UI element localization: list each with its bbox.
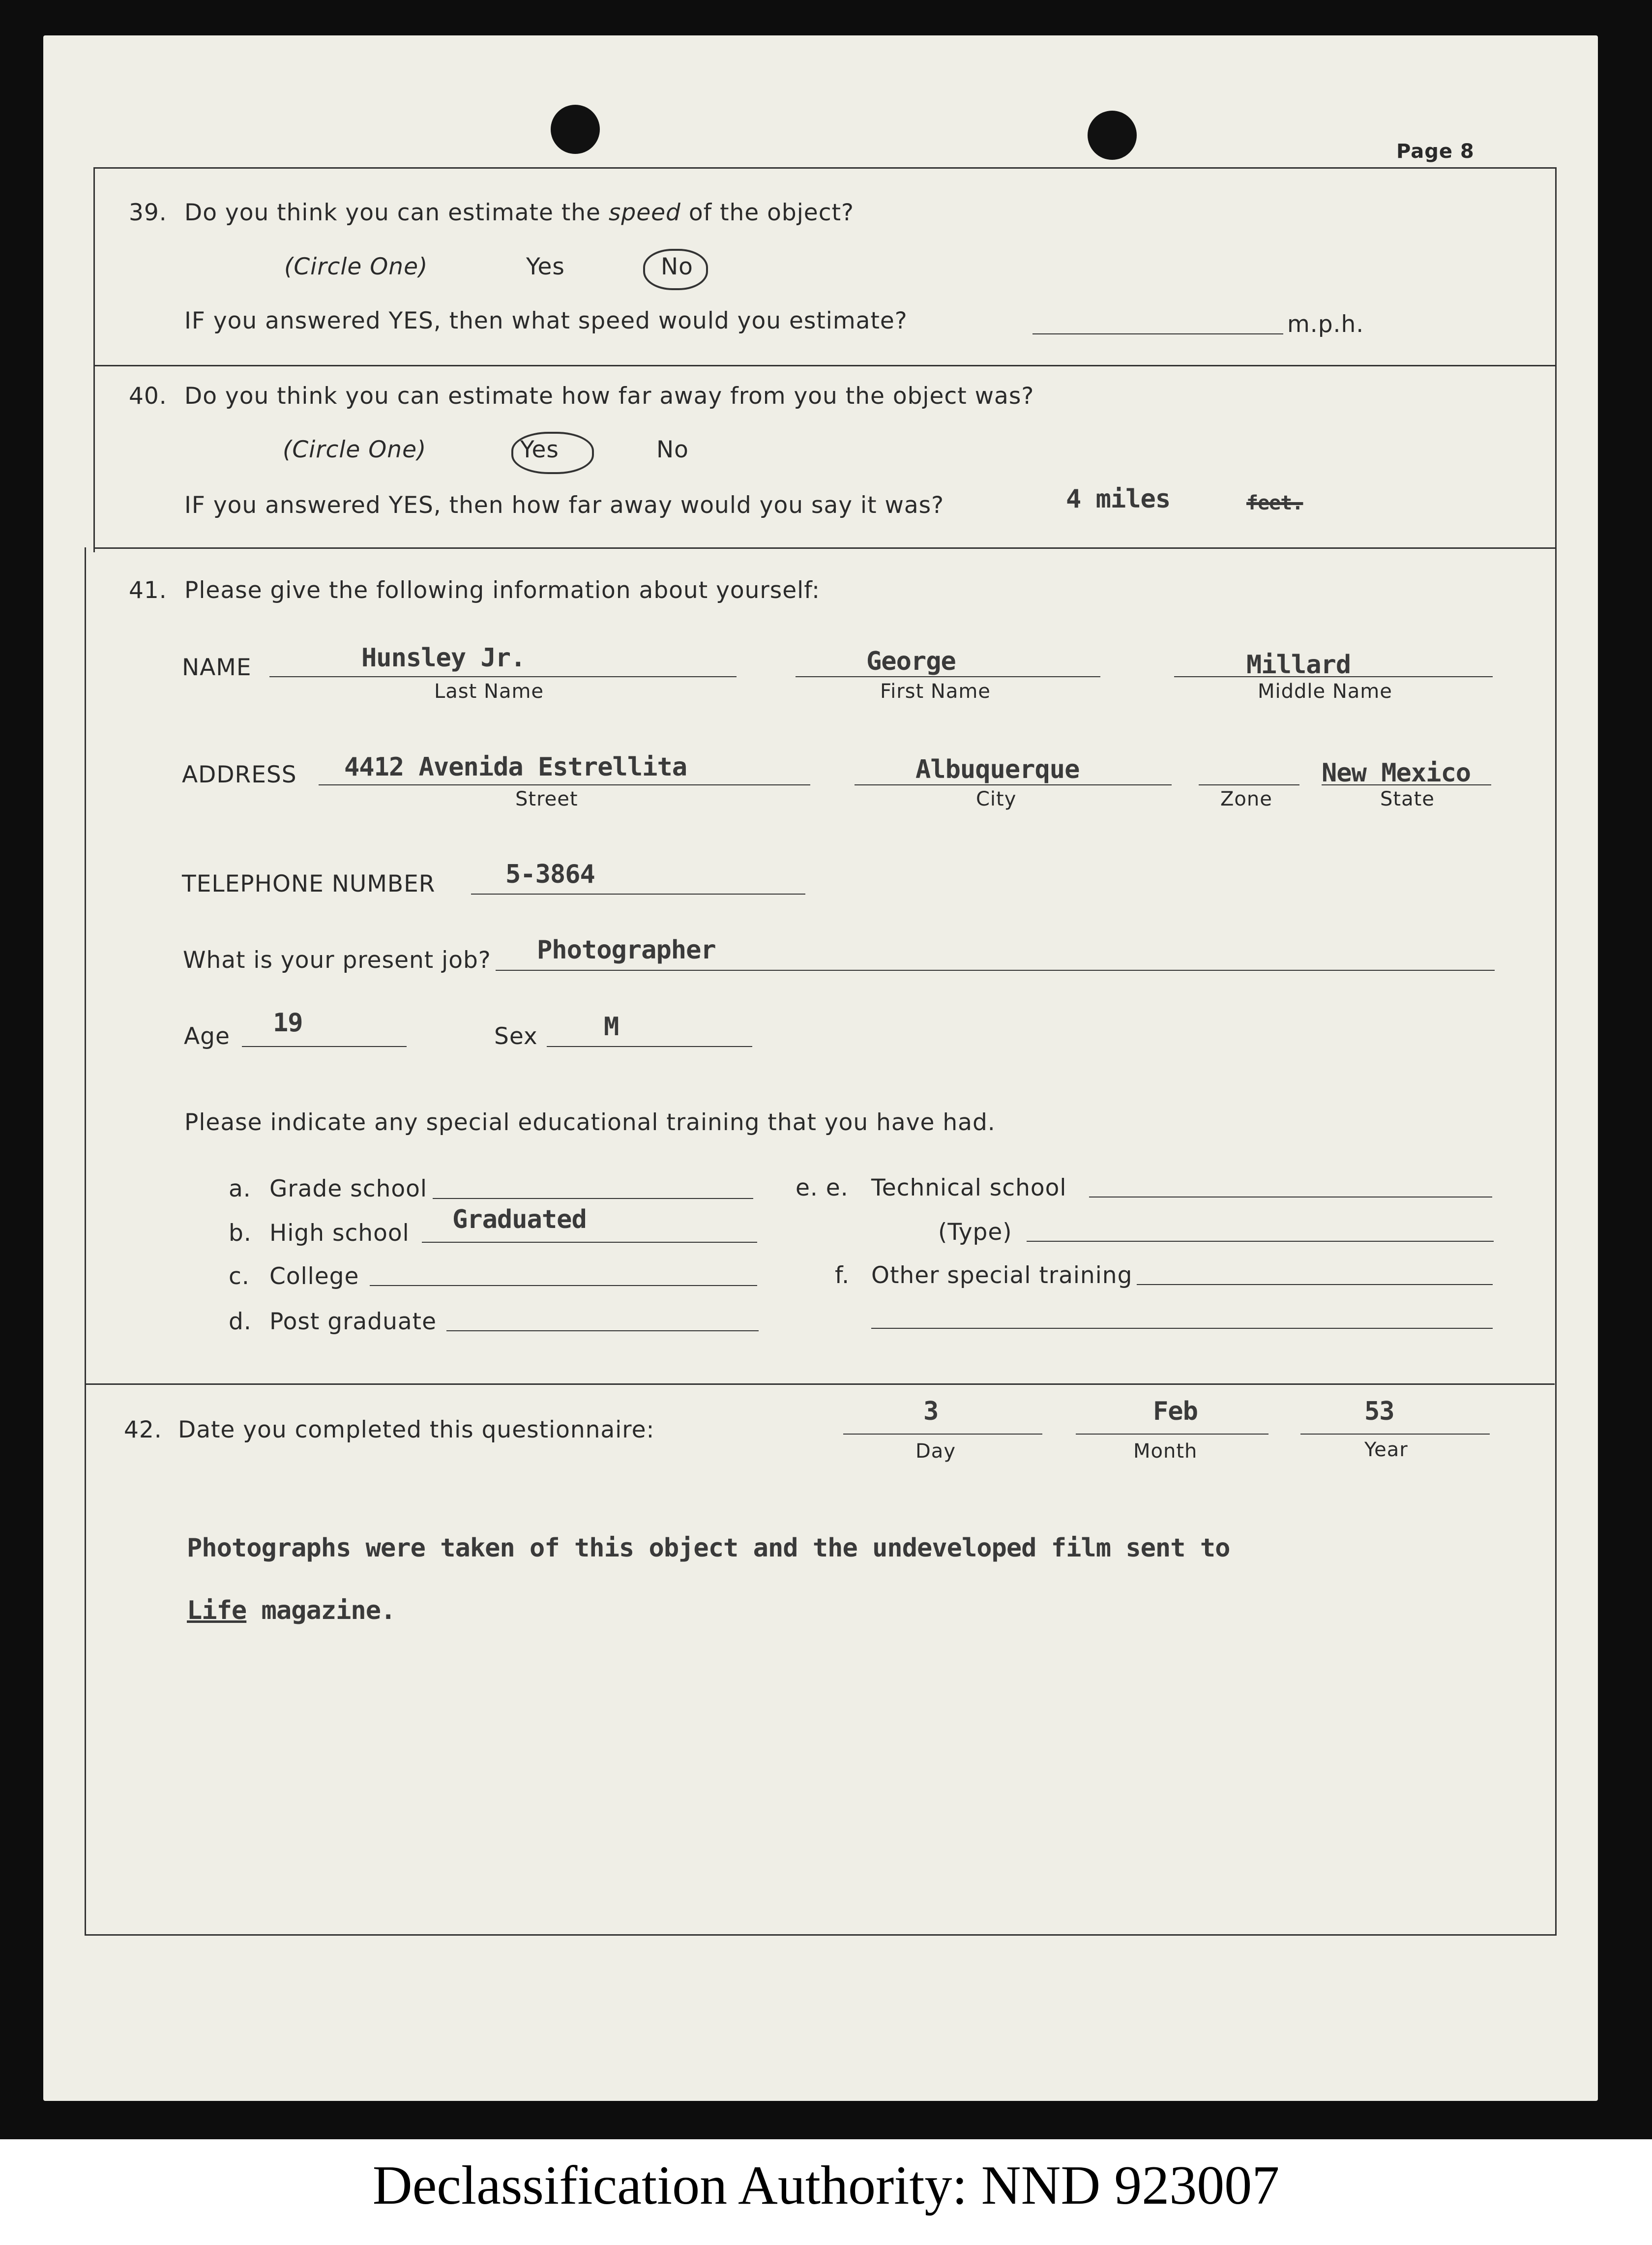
q41-intro: Please give the following information about yourself: (184, 577, 820, 604)
edu-c-letter: c. (229, 1263, 250, 1290)
year-caption: Year (1364, 1438, 1408, 1461)
sex-label: Sex (494, 1023, 538, 1050)
zone-caption: Zone (1220, 788, 1272, 810)
edu-f-extra-line (871, 1328, 1493, 1329)
edu-b-value[interactable]: Graduated (452, 1205, 587, 1234)
job-value[interactable]: Photographer (537, 935, 716, 965)
day-caption: Day (915, 1440, 956, 1463)
last-name-value[interactable]: Hunsley Jr. (361, 643, 526, 673)
q40-struck-unit: feet. (1246, 492, 1303, 514)
edu-d-label: Post graduate (269, 1308, 437, 1335)
education-intro: Please indicate any special educational training that you have had. (184, 1109, 996, 1136)
edu-e-letter: e. e. (796, 1174, 849, 1201)
age-label: Age (184, 1023, 230, 1050)
q39-followup: IF you answered YES, then what speed would you estimate? (184, 307, 908, 334)
edu-type-label: (Type) (938, 1219, 1012, 1246)
name-label: NAME (182, 654, 252, 681)
edu-f-line (1137, 1284, 1493, 1285)
q39-number: 39. (129, 199, 167, 226)
street-value[interactable]: 4412 Avenida Estrellita (344, 752, 687, 782)
state-value[interactable]: New Mexico (1322, 758, 1471, 788)
punch-hole-left (551, 105, 600, 154)
age-value[interactable]: 19 (273, 1008, 303, 1038)
street-caption: Street (515, 788, 578, 810)
address-label: ADDRESS (182, 761, 297, 788)
zone-line (1199, 784, 1299, 785)
edu-d-letter: d. (229, 1308, 252, 1335)
first-name-caption: First Name (880, 680, 991, 703)
job-line (496, 970, 1495, 971)
edu-b-line (422, 1242, 757, 1243)
day-value[interactable]: 3 (923, 1397, 939, 1426)
first-name-line (796, 676, 1100, 677)
year-value[interactable]: 53 (1364, 1397, 1394, 1426)
state-caption: State (1380, 788, 1435, 810)
divider-39-40 (93, 365, 1555, 366)
middle-name-caption: Middle Name (1258, 680, 1392, 703)
punch-hole-right (1088, 111, 1137, 160)
edu-e-label: Technical school (871, 1174, 1067, 1201)
q39-question-emph: speed (608, 199, 681, 226)
footer (0, 2139, 1652, 2245)
q39-circle-label: (Circle One) (284, 253, 428, 280)
q42-number: 42. (124, 1416, 162, 1443)
city-line (855, 784, 1172, 785)
remarks-life: Life (187, 1596, 247, 1625)
first-name-value[interactable]: George (866, 647, 956, 676)
phone-value[interactable]: 5-3864 (505, 860, 595, 889)
last-name-caption: Last Name (434, 680, 544, 703)
q40-circle-label: (Circle One) (283, 436, 427, 463)
edu-f-label: Other special training (871, 1262, 1133, 1289)
edu-c-line (370, 1285, 757, 1286)
phone-label: TELEPHONE NUMBER (182, 870, 436, 898)
edu-b-label: High school (269, 1220, 410, 1247)
month-caption: Month (1133, 1440, 1198, 1463)
q42-question: Date you completed this questionnaire: (178, 1416, 655, 1443)
divider-41-42 (85, 1383, 1555, 1385)
month-line (1076, 1434, 1268, 1435)
q39-question-suffix: of the object? (680, 199, 854, 226)
city-caption: City (976, 788, 1017, 810)
phone-line (471, 894, 805, 895)
age-line (242, 1046, 407, 1047)
middle-name-value[interactable]: Millard (1246, 650, 1351, 680)
sex-value[interactable]: M (604, 1012, 619, 1042)
remarks-line-2 (187, 1596, 395, 1625)
sex-line (547, 1046, 752, 1047)
q39-yes[interactable]: Yes (526, 253, 565, 280)
edu-c-label: College (269, 1263, 359, 1290)
q41-number: 41. (129, 577, 167, 604)
q40-yes[interactable]: Yes (520, 436, 559, 463)
remarks-rest: magazine. (246, 1596, 396, 1625)
q39-speed-line (1032, 333, 1283, 334)
declassification-footer: Declassification Authority: NND 923007 (372, 2155, 1280, 2216)
q39-no[interactable]: No (661, 253, 693, 280)
q39-question (184, 199, 854, 226)
edu-type-line (1027, 1241, 1494, 1242)
city-value[interactable]: Albuquerque (915, 755, 1080, 784)
remarks-line-1: Photographs were taken of this object and the undeveloped film sent to (187, 1533, 1230, 1563)
job-label: What is your present job? (183, 947, 491, 974)
street-line (319, 784, 810, 785)
q40-distance-answer[interactable]: 4 miles (1066, 484, 1171, 514)
last-name-line (269, 676, 737, 677)
q39-question-prefix: Do you think you can estimate the (184, 199, 609, 226)
day-line (843, 1434, 1042, 1435)
edu-d-line (446, 1330, 759, 1331)
edu-f-letter: f. (835, 1262, 850, 1289)
q40-number: 40. (129, 383, 167, 410)
edu-b-letter: b. (229, 1220, 252, 1247)
q39-unit: m.p.h. (1287, 311, 1364, 338)
edu-a-label: Grade school (269, 1175, 427, 1202)
q40-no[interactable]: No (656, 436, 689, 463)
page-number: Page 8 (1396, 140, 1475, 163)
edu-a-line (433, 1198, 753, 1199)
q40-followup: IF you answered YES, then how far away would you say it was? (184, 492, 944, 519)
edu-a-letter: a. (229, 1175, 251, 1202)
q40-question: Do you think you can estimate how far away from you the object was? (184, 383, 1034, 410)
month-value[interactable]: Feb (1153, 1397, 1198, 1426)
year-line (1300, 1434, 1490, 1435)
